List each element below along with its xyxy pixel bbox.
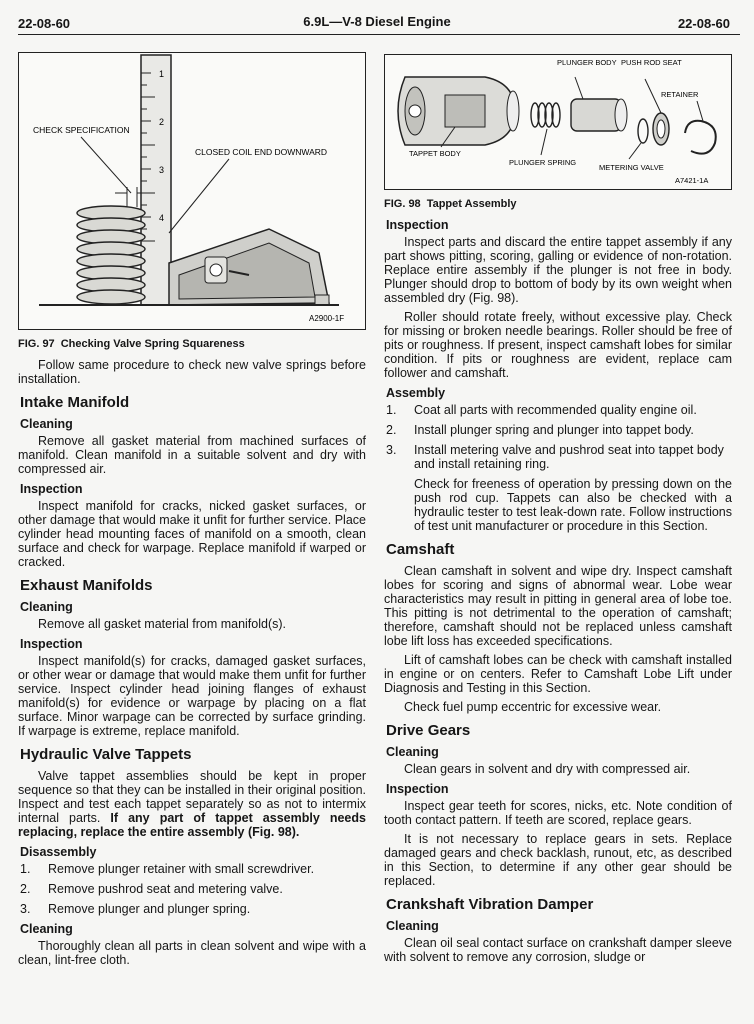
plunger-body-label: PLUNGER BODY <box>557 58 617 67</box>
gears-inspection-text-1: Inspect gear teeth for scores, nicks, etc. Note condition of tooth contact pattern. If teeth are scored, replace gears. <box>384 799 732 827</box>
intake-inspection-text: Inspect manifold for cracks, nicked gasket surfaces, or other damage that would make it unfit for further service. Place cylinder head mounting faces of manifold on a smooth, clean surface and check for warpage. Replace manifold if warped or cracked. <box>18 499 366 569</box>
hydraulic-tappets-heading: Hydraulic Valve Tappets <box>20 746 192 763</box>
assembly-heading: Assembly <box>386 386 446 400</box>
exhaust-manifolds-heading: Exhaust Manifolds <box>20 577 153 594</box>
page-number-right: 22-08-60 <box>677 16 730 31</box>
intake-manifold-heading: Intake Manifold <box>20 394 130 411</box>
ruler-mark-3: 3 <box>159 165 165 175</box>
check-specification-label: CHECK SPECIFICATION <box>33 125 130 135</box>
figure-98-caption: FIG. 98 Tappet Assembly <box>384 198 517 210</box>
gears-cleaning-heading: Cleaning <box>386 745 439 759</box>
assembly-steps <box>384 403 732 471</box>
tappets-intro-paragraph: Valve tappet assemblies should be kept in proper sequence so that they can be installed in their original position. Inspect and test each tappet separately so as not to intermix internal parts. If any part of tappet assembly needs replacing, replace the entire assembly (Fig. 98). <box>18 769 366 839</box>
gears-inspection-heading: Inspection <box>386 782 449 796</box>
figure-97-caption: FIG. 97 Checking Valve Spring Squareness <box>18 338 245 350</box>
assembly-note: Check for freeness of operation by pressing down on the push rod cup. Tappets can also be checked with a hydraulic tester to test leak-down rate. Follow instructions of test unit manufacturer or procedure in this Section. <box>414 477 732 533</box>
page-number-left: 22-08-60 <box>18 16 71 31</box>
new-springs-paragraph: Follow same procedure to check new valve springs before installation. <box>18 358 366 386</box>
tappet-cleaning-text: Thoroughly clean all parts in clean solvent and wipe with a clean, lint-free cloth. <box>18 939 366 967</box>
ruler-mark-2: 2 <box>159 117 165 127</box>
exhaust-cleaning-text: Remove all gasket material from manifold(s). <box>38 617 286 631</box>
damper-cleaning-text: Clean oil seal contact surface on crankshaft damper sleeve with solvent to remove any corrosion, sludge or <box>384 936 732 964</box>
tappet-inspection-text-1: Inspect parts and discard the entire tappet assembly if any part shows pitting, scoring, galling or evidence of non-rotation. Replace entire assembly if the plunger is not free in body. Plunger should drop to bottom of body by its own weight when assembled dry (Fig. 98). <box>384 235 732 305</box>
tappet-cleaning-heading: Cleaning <box>20 922 73 936</box>
figure-97 <box>18 52 366 330</box>
disassembly-steps <box>18 862 366 916</box>
intake-cleaning-heading: Cleaning <box>20 417 73 431</box>
list-item: 2. Install plunger spring and plunger into tappet body. <box>386 423 694 437</box>
metering-valve-label: METERING VALVE <box>599 163 664 172</box>
exhaust-inspection-text: Inspect manifold(s) for cracks, damaged gasket surfaces, or other wear or damage that would make them unfit for further service. Inspect cylinder head joining flanges of exhaust manifold(s) for evidence or warpage by placing on a flat surface. Minor warpage can be corrected by surface grinding. If warpage is extreme, replace manifold. <box>18 654 366 738</box>
right-column <box>384 54 732 969</box>
camshaft-text-3: Check fuel pump eccentric for excessive wear. <box>404 700 662 714</box>
damper-cleaning-heading: Cleaning <box>386 919 439 933</box>
ruler-mark-4: 4 <box>159 213 165 223</box>
plunger-spring-label: PLUNGER SPRING <box>509 158 577 167</box>
intake-cleaning-text: Remove all gasket material from machined surfaces of manifold. Clean manifold in a suitable solvent and dry with compressed air. <box>18 434 366 476</box>
exhaust-cleaning-heading: Cleaning <box>20 600 73 614</box>
header-rule <box>18 34 740 35</box>
page-header <box>14 12 740 34</box>
tappet-inspection-heading: Inspection <box>386 218 449 232</box>
camshaft-text-2: Lift of camshaft lobes can be check with camshaft installed in engine or on centers. Refer to Camshaft Lobe Lift under Diagnosis and Testing in this Section. <box>384 653 732 695</box>
list-item: 3. Remove plunger and plunger spring. <box>20 902 251 916</box>
valve-spring-squareness-illustration <box>19 53 365 327</box>
retainer-label: RETAINER <box>661 90 699 99</box>
list-item: 1. Remove plunger retainer with small screwdriver. <box>20 862 315 876</box>
gears-cleaning-text: Clean gears in solvent and dry with compressed air. <box>404 762 691 776</box>
drive-gears-heading: Drive Gears <box>386 722 471 739</box>
tappet-inspection-text-2: Roller should rotate freely, without excessive play. Check for missing or broken needle bearings. Roller should be free of pits or roughness. If present, inspect camshaft lobes for similar condition. If pits or roughness are evident, replace cam follower and camshaft. <box>384 310 732 380</box>
tappet-body-label: TAPPET BODY <box>409 149 461 158</box>
vibration-damper-heading: Crankshaft Vibration Damper <box>386 896 594 913</box>
exhaust-inspection-heading: Inspection <box>20 637 83 651</box>
disassembly-heading: Disassembly <box>20 845 97 859</box>
figure-98-code: A7421-1A <box>675 176 709 185</box>
closed-coil-end-label: CLOSED COIL END DOWNWARD <box>195 147 328 157</box>
camshaft-text-1: Clean camshaft in solvent and wipe dry. Inspect camshaft lobes for scoring and signs of abnormal wear. Lobe wear characteristics may result in pitting in general area of lobe toe. This pitting is not detrimental to the operation of camshaft; therefore, camshaft should not be replaced unless camshaft lobe lift loss has exceeded specifications. <box>384 564 732 648</box>
push-rod-seat-label: PUSH ROD SEAT <box>621 58 682 67</box>
ruler-mark-1: 1 <box>159 69 165 79</box>
figure-98 <box>384 54 732 190</box>
list-item: 2. Remove pushrod seat and metering valve. <box>20 882 283 896</box>
gears-inspection-text-2: It is not necessary to replace gears in sets. Replace damaged gears and check backlash, runout, etc, as described in this Section, to determine if any other gear should be replaced. <box>384 832 732 888</box>
left-column <box>18 52 366 972</box>
intake-inspection-heading: Inspection <box>20 482 83 496</box>
figure-97-code: A2900-1F <box>309 314 345 323</box>
list-item: 3. Install metering valve and pushrod seat into tappet body and install retaining ring. <box>386 443 724 471</box>
page-title: 6.9L—V-8 Diesel Engine <box>303 14 451 29</box>
tappet-assembly-illustration <box>385 55 731 187</box>
list-item: 1. Coat all parts with recommended quality engine oil. <box>386 403 697 417</box>
camshaft-heading: Camshaft <box>386 541 455 558</box>
